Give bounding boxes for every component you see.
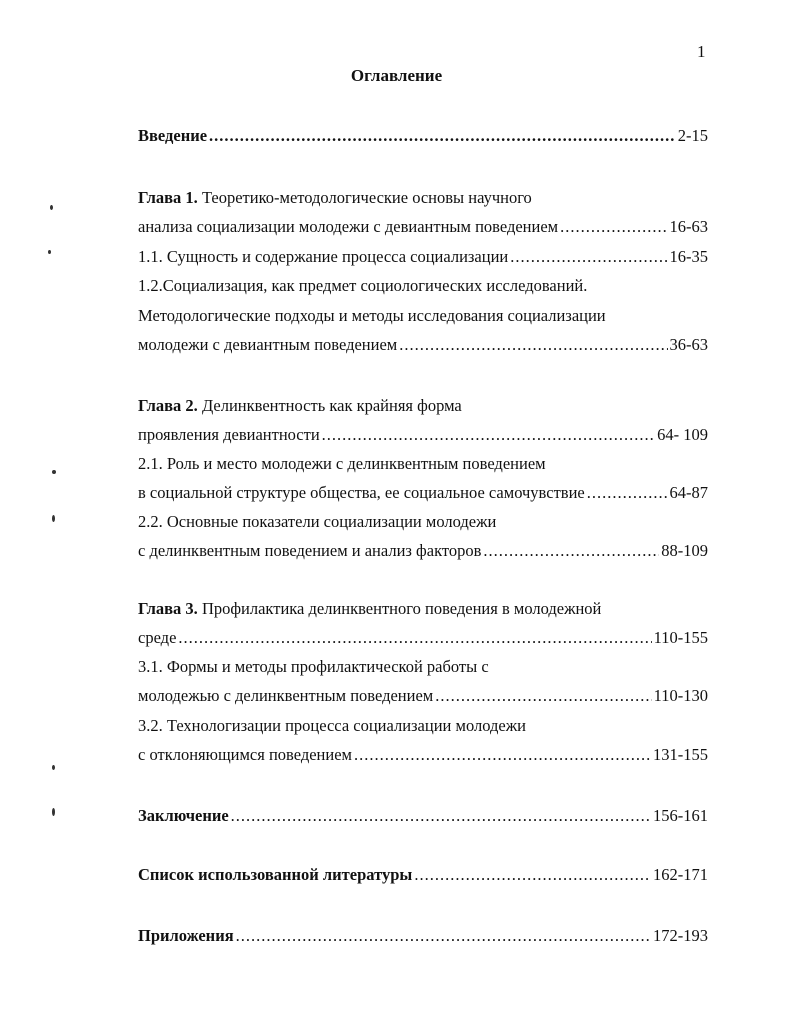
chapter-2-heading[interactable] xyxy=(138,394,462,418)
toc-leader xyxy=(510,245,667,269)
toc-entry-conclusion[interactable] xyxy=(138,804,708,828)
toc-label: Приложения xyxy=(138,926,234,945)
toc-entry-appendix[interactable] xyxy=(138,924,708,948)
toc-entry-3-1[interactable] xyxy=(138,684,708,708)
chapter-2-label: Глава 2. xyxy=(138,396,198,415)
toc-label: анализа социализации молодежи с девиантным поведением xyxy=(138,217,559,236)
chapter-3-heading[interactable] xyxy=(138,597,601,621)
toc-entry-3-1-line-1[interactable]: 3.1. Формы и методы профилактической работы с xyxy=(138,657,489,676)
toc-entry-3-2[interactable] xyxy=(138,743,708,767)
toc-entry-2-1[interactable] xyxy=(138,481,708,505)
toc-entry-2-2-line-1[interactable]: 2.2. Основные показатели социализации молодежи xyxy=(138,512,497,531)
scan-speck xyxy=(52,470,56,474)
toc-leader xyxy=(322,423,655,447)
toc-page-range: 162-171 xyxy=(653,865,708,884)
toc-page-range: 64- 109 xyxy=(657,425,708,444)
toc-leader xyxy=(414,863,651,887)
scan-speck xyxy=(52,515,55,522)
toc-entry-chapter-1[interactable] xyxy=(138,215,708,239)
toc-leader xyxy=(435,684,651,708)
toc-entry-1-2[interactable] xyxy=(138,333,708,357)
toc-page-range: 64-87 xyxy=(669,483,708,502)
toc-entry-chapter-2[interactable] xyxy=(138,423,708,447)
toc-label: среде xyxy=(138,628,177,647)
toc-entry-1-1[interactable] xyxy=(138,245,708,269)
toc-label: 1.1. Сущность и содержание процесса социализации xyxy=(138,247,509,266)
toc-leader xyxy=(236,924,651,948)
toc-page-range: 131-155 xyxy=(653,745,708,764)
page-number: 1 xyxy=(697,42,706,61)
chapter-2-title: Делинквентность как крайняя форма xyxy=(197,396,462,415)
scan-speck xyxy=(52,808,55,816)
toc-entry-2-1-line-1[interactable]: 2.1. Роль и место молодежи с делинквентным поведением xyxy=(138,454,546,473)
toc-label: молодежи с девиантным поведением xyxy=(138,335,398,354)
toc-entry-intro[interactable] xyxy=(138,124,708,148)
toc-page-range: 156-161 xyxy=(653,806,708,825)
toc-page-range: 36-63 xyxy=(669,335,708,354)
page-title: Оглавление xyxy=(350,66,443,85)
toc-page-range: 88-109 xyxy=(661,541,708,560)
toc-entry-3-2-line-1[interactable]: 3.2. Технологизации процесса социализации молодежи xyxy=(138,716,526,735)
toc-label: с отклоняющимся поведением xyxy=(138,745,352,764)
toc-label: Заключение xyxy=(138,806,229,825)
toc-leader xyxy=(587,481,668,505)
toc-leader xyxy=(560,215,667,239)
toc-page-range: 16-35 xyxy=(669,247,708,266)
scan-speck xyxy=(50,205,53,210)
toc-entry-1-2-line-2[interactable]: Методологические подходы и методы исследования социализации xyxy=(138,306,606,325)
toc-leader xyxy=(483,539,659,563)
toc-entry-2-2[interactable] xyxy=(138,539,708,563)
toc-page-range: 2-15 xyxy=(677,126,708,145)
toc-entry-chapter-3[interactable] xyxy=(138,626,708,650)
scan-speck xyxy=(52,765,55,770)
toc-label: с делинквентным поведением и анализ факторов xyxy=(138,541,482,560)
chapter-3-title: Профилактика делинквентного поведения в молодежной xyxy=(197,599,602,618)
toc-page-range: 110-155 xyxy=(653,628,708,647)
toc-entry-references[interactable] xyxy=(138,863,708,887)
chapter-1-title: Теоретико-методологические основы научного xyxy=(197,188,532,207)
toc-leader xyxy=(354,743,651,767)
chapter-3-label: Глава 3. xyxy=(138,599,198,618)
toc-page-range: 172-193 xyxy=(653,926,708,945)
chapter-1-label: Глава 1. xyxy=(138,188,198,207)
toc-entry-1-2-line-1[interactable]: 1.2.Социализация, как предмет социологических исследований. xyxy=(138,276,588,295)
toc-label: молодежью с делинквентным поведением xyxy=(138,686,434,705)
toc-leader xyxy=(399,333,667,357)
toc-label: в социальной структуре общества, ее социальное самочувствие xyxy=(138,483,585,502)
chapter-1-heading[interactable] xyxy=(138,186,532,210)
toc-leader xyxy=(231,804,651,828)
toc-leader xyxy=(178,626,651,650)
scan-speck xyxy=(48,250,51,254)
toc-label: проявления девиантности xyxy=(138,425,320,444)
toc-label: Введение xyxy=(138,126,208,145)
toc-leader xyxy=(209,124,676,148)
toc-page-range: 110-130 xyxy=(653,686,708,705)
toc-label: Список использованной литературы xyxy=(138,865,413,884)
toc-page-range: 16-63 xyxy=(669,217,708,236)
